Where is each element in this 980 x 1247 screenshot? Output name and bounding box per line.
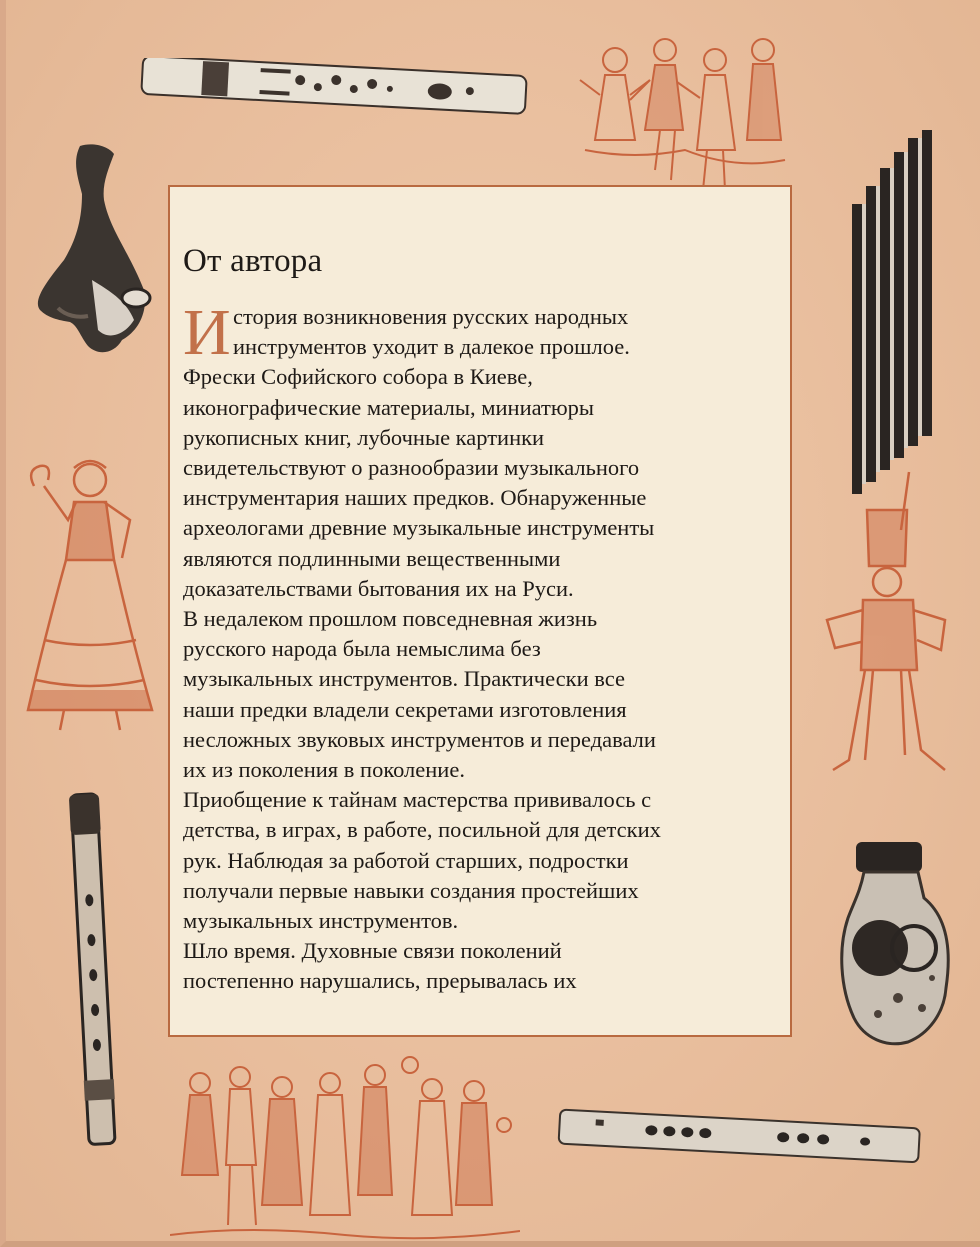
text-line: наши предки владели секретами изготовления [183,696,627,722]
text-line: археологами древние музыкальные инструменты [183,515,655,541]
text-line: постепенно нарушались, прерывалась их [183,968,577,994]
drop-cap: И [183,296,231,369]
folk-group-drawing-icon [170,1055,520,1245]
text-line: являются подлинными вещественными [183,545,561,571]
text-line: Приобщение к тайнам мастерства прививалось с [183,787,652,813]
dancing-crowd-drawing-icon [575,20,795,200]
text-line: инструментария наших предков. Обнаруженные [183,485,647,511]
text-line: иконографические материалы, миниатюры [183,394,595,420]
text-line: рукописных книг, лубочные картинки [183,424,545,450]
text-line: русского народа была немыслима без [183,636,541,662]
text-line: получали первые навыки создания простейших [183,877,639,903]
text-line: инструментов уходит в далекое прошлое. [233,334,630,360]
body-text [183,296,783,997]
text-panel [168,185,792,1037]
peasant-woman-drawing-icon [4,440,164,740]
painted-flute-photo-icon [140,58,530,118]
text-line: детства, в играх, в работе, посильной для детских [183,817,661,843]
page-title: От автора [183,243,323,279]
text-line: свидетельствуют о разнообразии музыкального [183,455,640,481]
text-line: доказательствами бытования их на Руси. [183,575,574,601]
text-line: их из поколения в поколение. [183,757,465,783]
pan-flute-photo-icon [848,128,938,508]
clay-figure-whistle-photo-icon [828,838,958,1048]
text-line: музыкальных инструментов. Практически все [183,666,625,692]
fipple-flute-photo-icon [555,1105,925,1175]
text-line: рук. Наблюдая за работой старших, подростки [183,847,629,873]
clay-whistle-photo-icon [18,140,158,360]
text-line: стория возникновения русских народных [233,304,629,329]
text-line: Фрески Софийского собора в Киеве, [183,364,533,390]
hussar-dancer-drawing-icon [805,470,955,800]
text-line: В недалеком прошлом повседневная жизнь [183,606,598,632]
text-line: Шло время. Духовные связи поколений [183,938,562,964]
wooden-flute-photo-icon [60,790,130,1150]
text-line: музыкальных инструментов. [183,908,459,934]
text-line: несложных звуковых инструментов и передавали [183,726,656,752]
